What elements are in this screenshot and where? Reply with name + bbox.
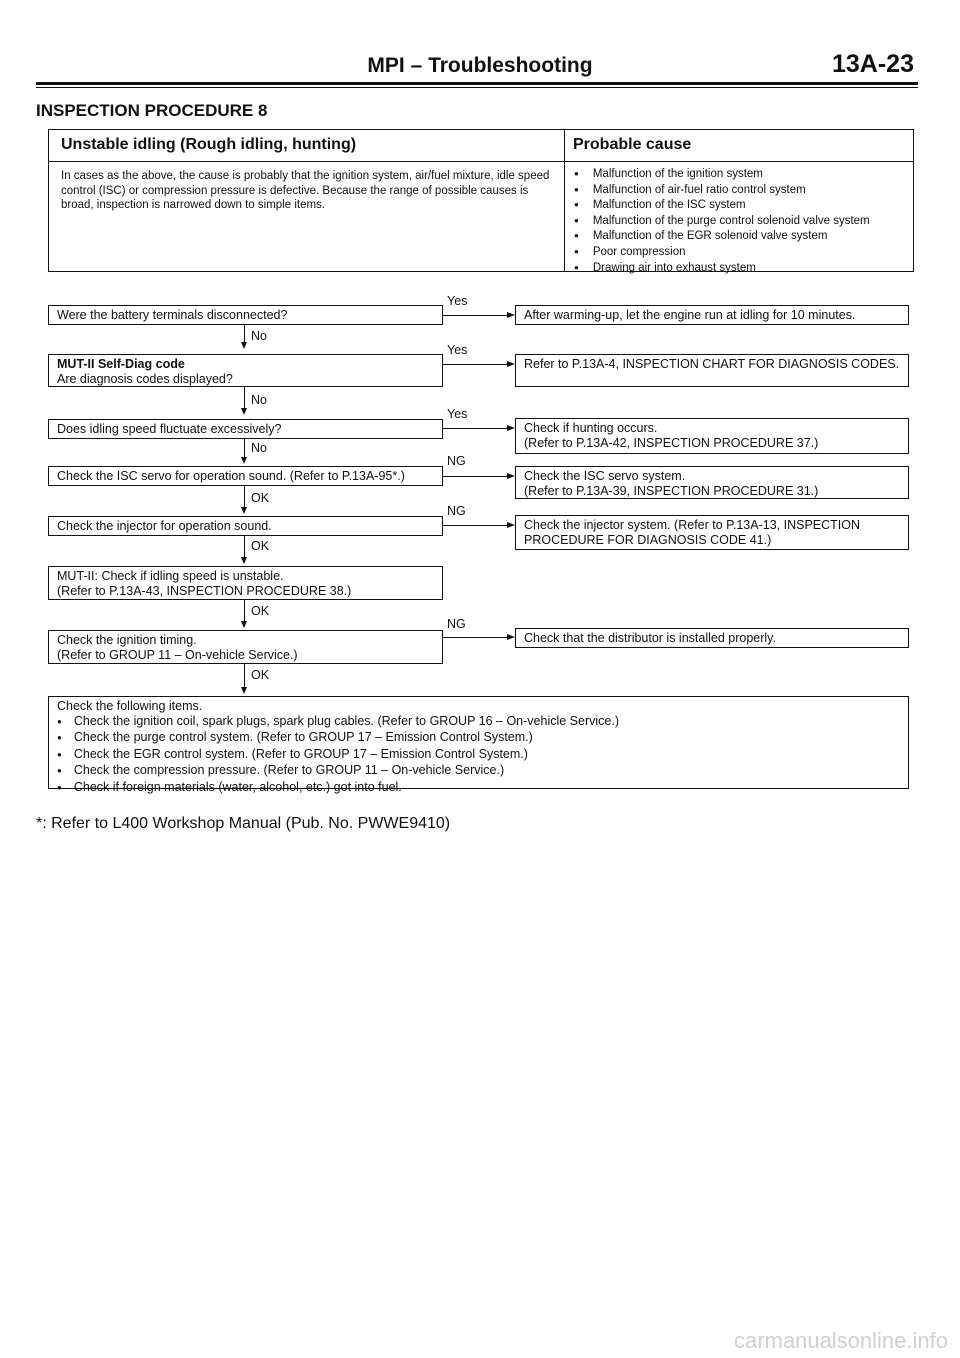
flow-connector [244,536,245,558]
cause-item: ● Malfunction of the EGR solenoid valve system [574,229,870,245]
flow-label-no: No [251,329,267,343]
arrow-right-icon [507,634,515,640]
cause-item: ● Malfunction of the purge control solenoid valve system [574,214,870,230]
branch-label-yes: Yes [447,407,468,421]
result-text: After warming-up, let the engine run at idling for 10 minutes. [524,308,856,322]
step-text: Check the ISC servo for operation sound. (Refer to P.13A-95*.) [57,469,405,483]
check-item: ● Check the ignition coil, spark plugs, spark plug cables. (Refer to GROUP 16 – On-vehicle Service.) [57,714,900,731]
flow-connector [244,325,245,343]
check-item: ● Check the compression pressure. (Refer to GROUP 11 – On-vehicle Service.) [57,763,900,780]
page-number: 13A-23 [832,50,914,78]
flow-label-ok: OK [251,668,270,682]
header-rule-thin [36,87,918,88]
result-injector-system [515,515,909,550]
arrow-down-icon [241,342,247,349]
branch-label-yes: Yes [447,343,468,357]
branch-connector [443,364,508,365]
final-heading: Check the following items. [57,699,203,713]
step-text: Check the ignition timing. [57,633,197,647]
step-ignition-timing [48,630,443,664]
cause-item: ● Malfunction of the ISC system [574,198,870,214]
result-isc-servo-system [515,466,909,499]
branch-label-yes: Yes [447,294,468,308]
arrow-right-icon [507,425,515,431]
flow-label-no: No [251,393,267,407]
branch-label-ng: NG [447,504,466,518]
arrow-right-icon [507,312,515,318]
arrow-right-icon [507,473,515,479]
flow-connector [244,439,245,459]
branch-connector [443,476,508,477]
final-check-items [48,696,909,794]
arrow-down-icon [241,507,247,514]
cause-item: ● Malfunction of air-fuel ratio control system [574,183,870,199]
branch-connector [443,428,508,429]
step-text: MUT-II: Check if idling speed is unstable. [57,569,284,583]
flow-label-ok: OK [251,604,270,618]
arrow-down-icon [241,457,247,464]
arrow-down-icon [241,621,247,628]
page-title: MPI – Troubleshooting [367,54,593,77]
result-warm-up-idle [515,305,909,325]
symptom-description: In cases as the above, the cause is probably that the ignition system, air/fuel mixture, idle speed control (ISC) or compression pressure is defective. Because the range of possible causes is broad, inspection is narrowed down to simple items. [61,170,550,211]
probable-cause-heading: Probable cause [573,136,692,153]
symptom-heading: Unstable idling (Rough idling, hunting) [61,136,357,153]
step-injector-sound [48,516,443,536]
check-item: ● Check if foreign materials (water, alcohol, etc.) got into fuel. [57,780,900,797]
flow-label-no: No [251,441,267,455]
cause-item: ● Malfunction of the ignition system [574,167,870,183]
branch-label-ng: NG [447,617,466,631]
result-inspection-chart [515,354,909,387]
step-mut-idling-unstable [48,566,443,600]
step-text: Were the battery terminals disconnected? [57,308,288,322]
result-hunting [515,418,909,454]
step-isc-servo-sound [48,466,443,486]
final-check-list [57,714,900,797]
step-self-diag-code [48,354,443,387]
arrow-right-icon [507,522,515,528]
arrow-down-icon [241,557,247,564]
arrow-right-icon [507,361,515,367]
footnote: *: Refer to L400 Workshop Manual (Pub. No. PWWE9410) [36,815,451,832]
flow-connector [244,486,245,508]
cause-item: ● Drawing air into exhaust system [574,261,870,277]
header-rule [36,82,918,85]
branch-label-ng: NG [447,454,466,468]
step-battery-disconnected [48,305,443,325]
arrow-down-icon [241,408,247,415]
branch-connector [443,637,508,638]
step-text: Are diagnosis codes displayed? [57,371,233,386]
step-text: Does idling speed fluctuate excessively? [57,422,282,436]
probable-cause-list [574,167,870,276]
step-text: (Refer to GROUP 11 – On-vehicle Service.) [57,647,298,662]
result-text: Refer to P.13A-4, INSPECTION CHART FOR DIAGNOSIS CODES. [524,357,900,371]
result-text: Check the ISC servo system. [524,469,686,483]
result-text: (Refer to P.13A-39, INSPECTION PROCEDURE 31.) [524,483,819,498]
flow-label-ok: OK [251,491,270,505]
procedure-title: INSPECTION PROCEDURE 8 [36,101,268,120]
result-text: Check the injector system. (Refer to P.13A-13, INSPECTION PROCEDURE FOR DIAGNOSIS CODE 41.) [524,518,861,547]
watermark: carmanualsonline.info [733,1328,948,1353]
step-text: (Refer to P.13A-43, INSPECTION PROCEDURE 38.) [57,583,352,598]
result-text: Check if hunting occurs. [524,421,658,435]
result-text: Check that the distributor is installed properly. [524,631,776,645]
check-item: ● Check the purge control system. (Refer to GROUP 17 – Emission Control System.) [57,730,900,747]
flow-connector [244,387,245,409]
flow-label-ok: OK [251,539,270,553]
result-distributor-installed [515,628,909,648]
summary-divider [564,130,565,271]
flow-connector [244,664,245,688]
step-text: Check the injector for operation sound. [57,519,272,533]
result-text: (Refer to P.13A-42, INSPECTION PROCEDURE 37.) [524,435,819,450]
cause-item: ● Poor compression [574,245,870,261]
branch-connector [443,315,508,316]
step-text: MUT-II Self-Diag code [57,357,185,371]
arrow-down-icon [241,687,247,694]
check-item: ● Check the EGR control system. (Refer to GROUP 17 – Emission Control System.) [57,747,900,764]
summary-table [48,129,914,272]
flow-connector [244,600,245,622]
branch-connector [443,525,508,526]
step-idling-fluctuate [48,419,443,439]
